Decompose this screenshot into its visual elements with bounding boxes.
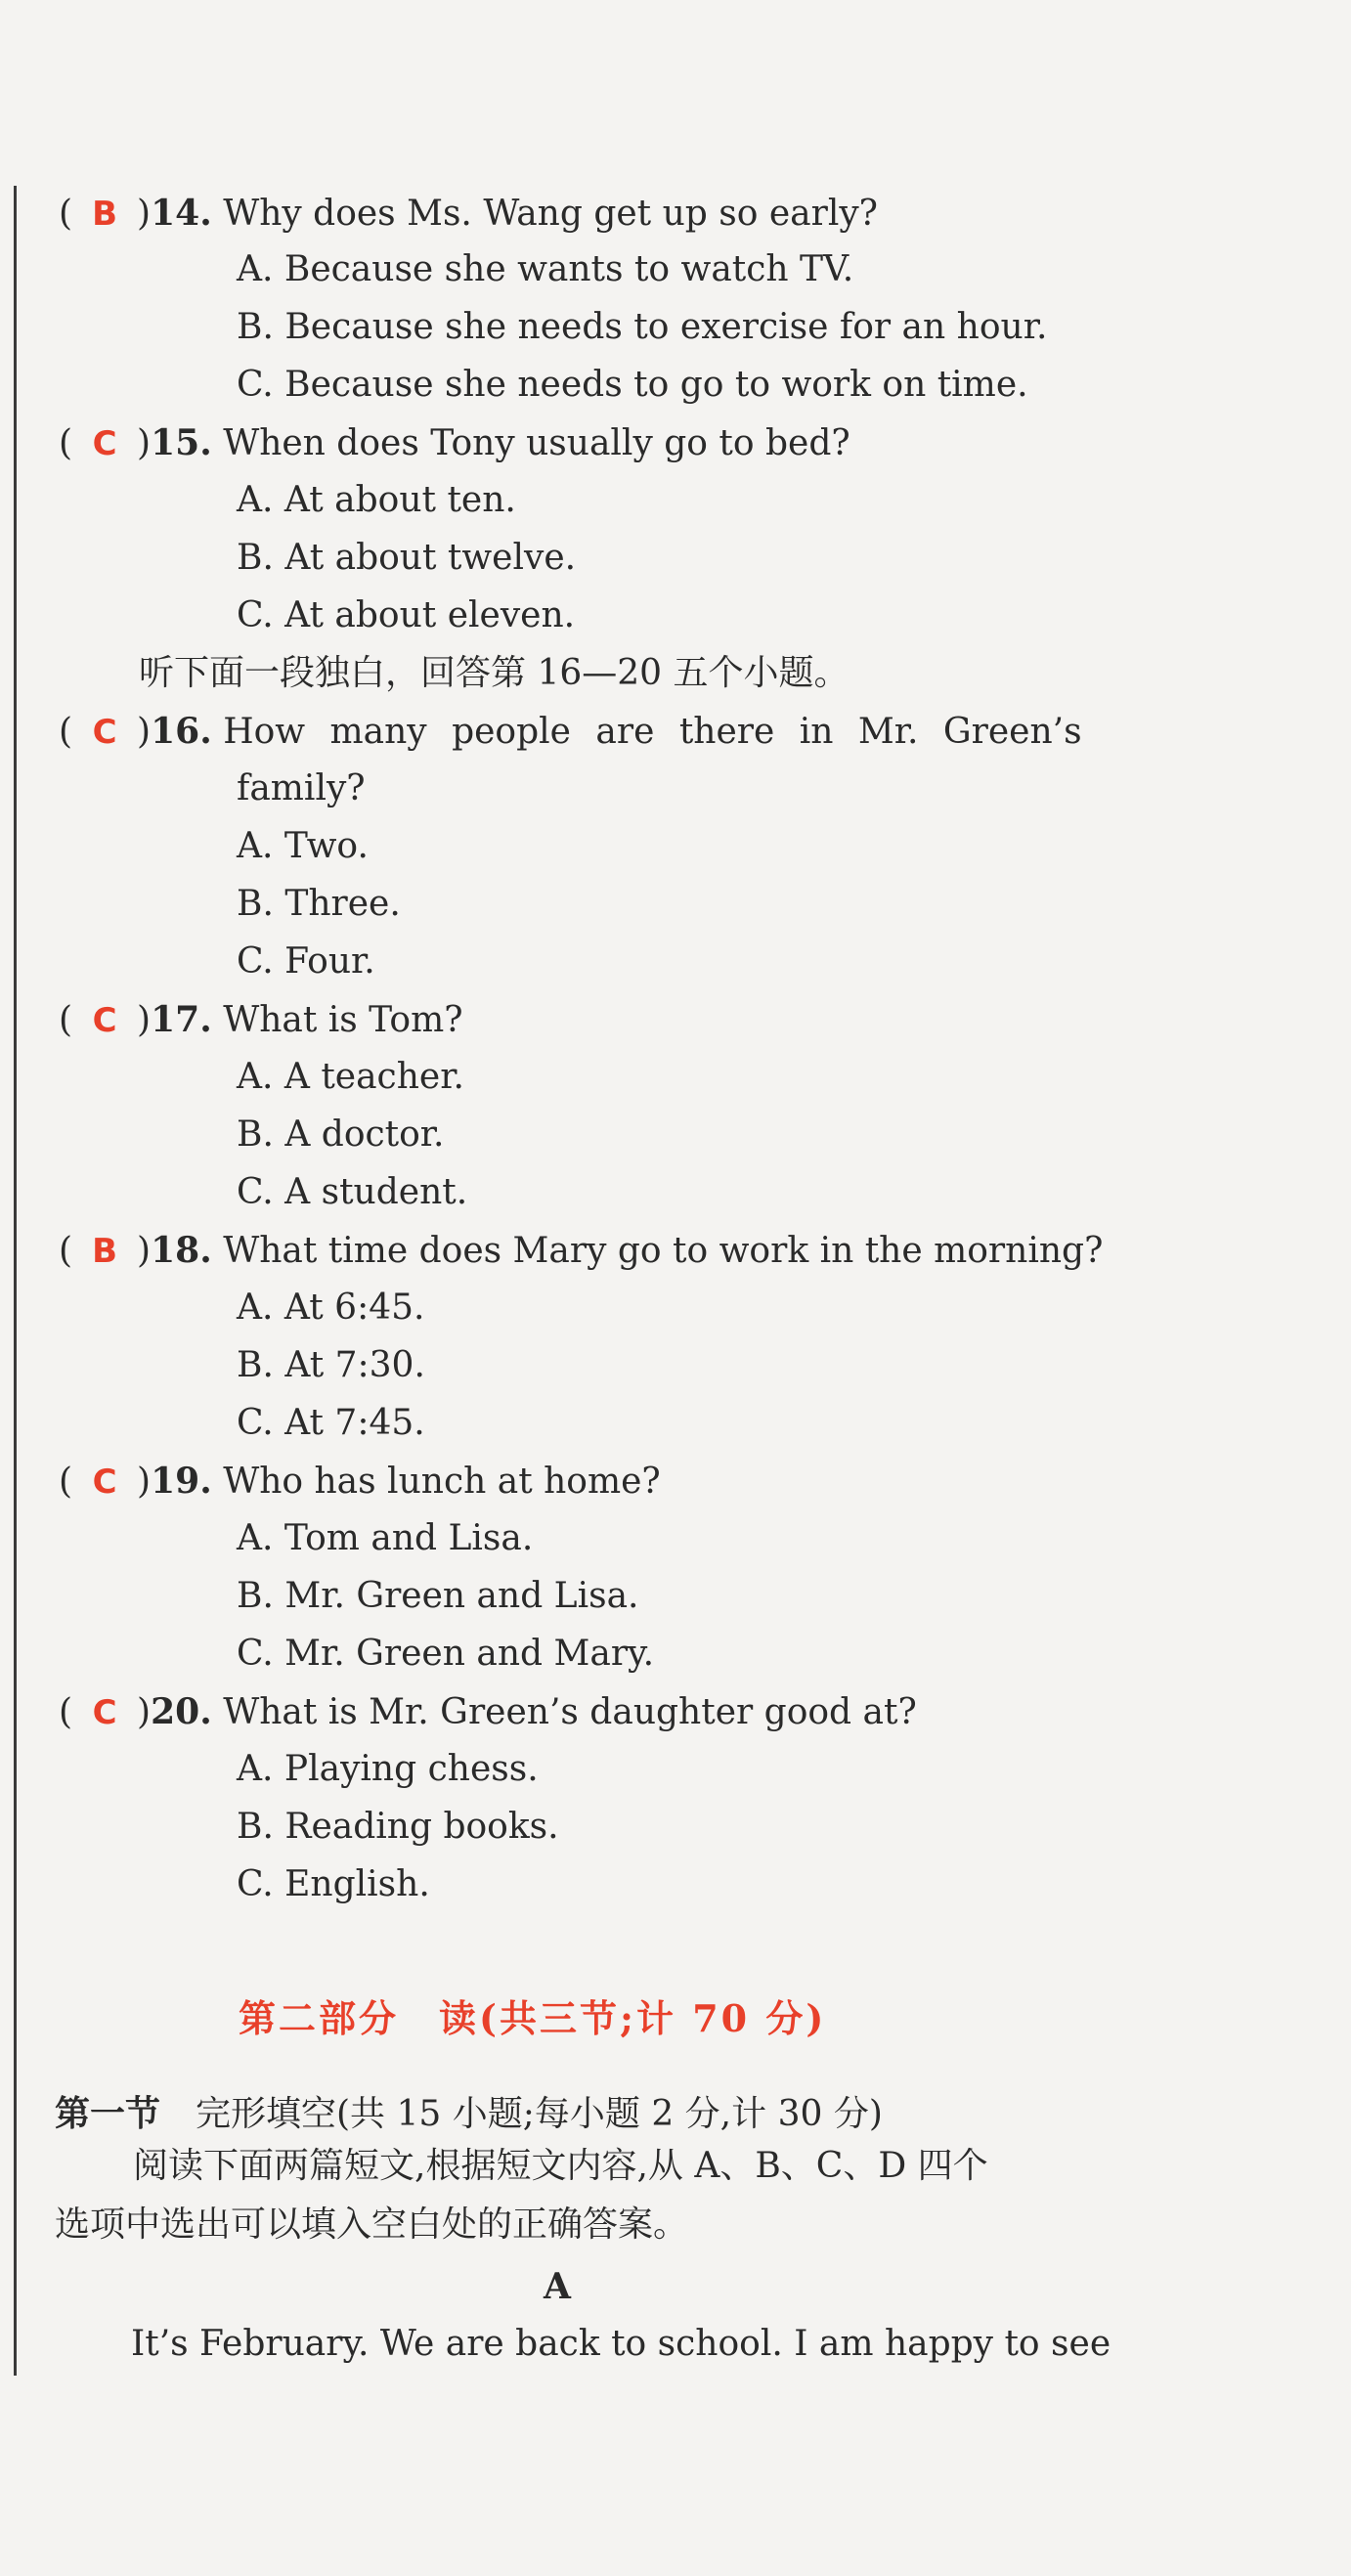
option-16-b: B. Three. [237,884,401,924]
option-15-c: C. At about eleven. [237,595,576,635]
question-text: Why does Ms. Wang get up so early? [223,194,878,234]
option-20-c: C. English. [237,1864,430,1904]
option-15-a: A. At about ten. [237,480,516,520]
question-text: When does Tony usually go to bed? [223,423,850,463]
question-number: 14. [151,193,212,234]
question-text: What time does Mary go to work in the morning? [223,1231,1104,1271]
option-19-c: C. Mr. Green and Mary. [237,1634,655,1674]
section-title-text: 完形填空(共 15 小题;每小题 2 分,计 30 分) [196,2094,883,2134]
option-14-c: C. Because she needs to go to work on time. [237,365,1028,405]
answer-16: C [92,713,117,752]
option-19-b: B. Mr. Green and Lisa. [237,1576,639,1616]
margin-rule [14,186,17,2376]
option-18-b: B. At 7:30. [237,1345,425,1385]
answer-19: C [92,1463,117,1502]
question-number: 19. [151,1461,212,1502]
question-text: Who has lunch at home? [223,1462,661,1502]
part-two-heading: 第二部分 读(共三节;计 70 分) [239,1996,827,2040]
question-text: What is Tom? [223,1000,463,1040]
question-number: 20. [151,1691,212,1732]
question-text: How many people are there in Mr. Green’s [223,712,1082,752]
option-15-b: B. At about twelve. [237,538,577,578]
question-19: ( C )19. Who has lunch at home? [59,1461,661,1502]
answer-18: B [92,1232,117,1271]
question-18: ( B )18. What time does Mary go to work in the morning? [59,1230,1104,1271]
option-18-a: A. At 6:45. [237,1288,425,1328]
question-text: What is Mr. Green’s daughter good at? [223,1692,917,1732]
reading-instruction-line-2: 选项中选出可以填入空白处的正确答案。 [55,2205,689,2245]
option-17-b: B. A doctor. [237,1114,445,1155]
answer-14: B [92,195,117,234]
section-label: 第一节 [55,2093,161,2134]
passage-label: A [544,2266,571,2307]
question-number: 18. [151,1230,212,1271]
listening-instruction: 听下面一段独白，回答第 16—20 五个小题。 [139,653,850,693]
answer-20: C [92,1693,117,1732]
question-number: 17. [151,999,212,1040]
option-17-c: C. A student. [237,1172,468,1212]
question-number: 16. [151,711,212,752]
option-16-c: C. Four. [237,941,375,982]
reading-instruction-line-1: 阅读下面两篇短文,根据短文内容,从 A、B、C、D 四个 [133,2146,988,2186]
passage-first-line: It’s February. We are back to school. I am happy to see [131,2324,1111,2364]
question-16-continuation: family? [237,768,366,808]
question-17: ( C )17. What is Tom? [59,999,463,1040]
answer-15: C [92,424,117,463]
option-14-b: B. Because she needs to exercise for an hour. [237,307,1048,347]
question-15: ( C )15. When does Tony usually go to bed? [59,422,850,463]
question-20: ( C )20. What is Mr. Green’s daughter good at? [59,1691,917,1732]
option-20-a: A. Playing chess. [237,1749,539,1789]
question-16: ( C )16. How many people are there in Mr. Green’s [59,711,1082,752]
option-19-a: A. Tom and Lisa. [237,1518,534,1558]
question-number: 15. [151,422,212,463]
option-20-b: B. Reading books. [237,1807,559,1847]
question-14: ( B )14. Why does Ms. Wang get up so early? [59,193,878,234]
option-17-a: A. A teacher. [237,1057,464,1097]
option-14-a: A. Because she wants to watch TV. [237,249,854,289]
option-16-a: A. Two. [237,826,369,866]
section-one-heading [55,2086,883,2136]
answer-17: C [92,1001,117,1040]
option-18-c: C. At 7:45. [237,1403,425,1443]
